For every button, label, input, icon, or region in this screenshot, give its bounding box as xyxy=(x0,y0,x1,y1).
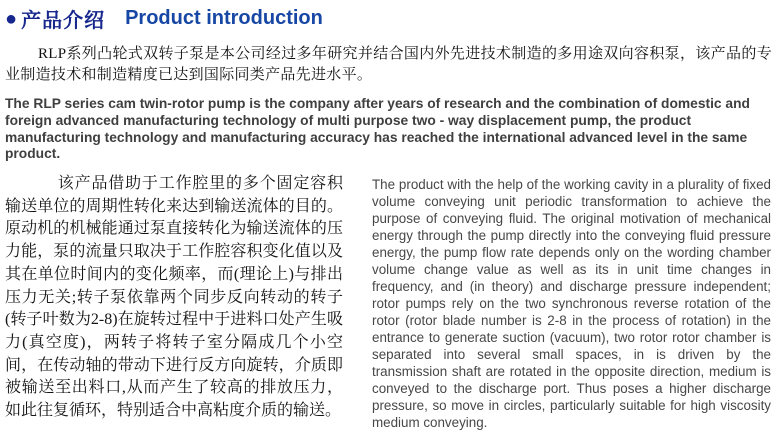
page-title-en: Product introduction xyxy=(125,7,323,29)
intro-paragraph-en: The RLP series cam twin-rotor pump is the company after years of research and the combination of domestic and foreign advanced manufacturing technology of multi purpose two - way displacement pump, the product manufacturing technology and manufacturing accuracy has reached the international advanced level in the same product. xyxy=(5,96,750,162)
intro-paragraph-zh: RLP系列凸轮式双转子泵是本公司经过多年研究并结合国内外先进技术制造的多用途双向容积泵，该产品的专业制造技术和制造精度已达到国际同类产品先进水平。 xyxy=(5,46,772,83)
body-column-en: The product with the help of the working cavity in a plurality of fixed volume conveying unit periodic transformation to achieve the purpose of conveying fluid. The original motivation of mechanical energy through the pump directly into the conveying fluid pressure energy, the pump flow rate depends only on the wording chamber volume change value as well as its in unit time changes in frequency, and (in theory) and discharge pressure independent; rotor pumps rely on the two synchronous reverse rotation of the rotor (rotor blade number is 2-8 in the process of rotation) in the entrance to generate suction (vacuum), two rotor rotor chamber is separated into several small spaces, in is driven by the transmission shaft are rotated in the opposite direction, medium is conveyed to the discharge port. Thus poses a higher discharge pressure, so move in circles, particularly suitable for high viscosity medium conveying. xyxy=(372,177,771,430)
section-header xyxy=(5,4,323,33)
bullet-icon: ● xyxy=(5,7,18,30)
page-title-zh: 产品介绍 xyxy=(21,10,106,32)
body-column-zh: 该产品借助于工作腔里的多个固定容积输送单位的周期性转化来达到输送流体的目的。原动机的机械能通过泵直接转化为输送流体的压力能，泵的流量只取决于工作腔容积变化值以及其在单位时间内的变化频率，而(理论上)与排出压力无关;转子泵依靠两个同步反向转动的转子(转子叶数为2-8)在旋转过程中于进料口处产生吸力(真空度)，两转子将转子室分隔成几个小空间，在传动轴的带动下进行反方向旋转，介质即被输送至出料口,从而产生了较高的排放压力，如此往复循环，特别适合中高粘度介质的输送。 xyxy=(5,175,343,420)
